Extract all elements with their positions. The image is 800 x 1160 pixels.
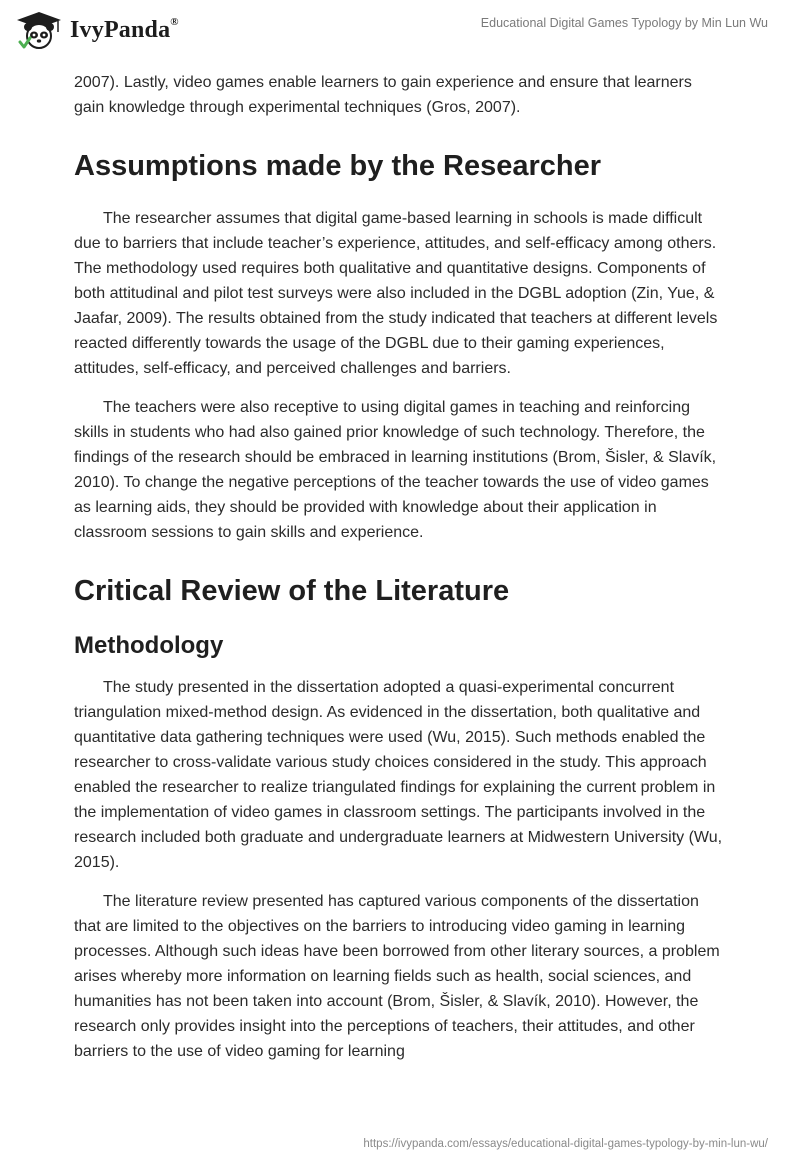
paragraph: The researcher assumes that digital game-based learning in schools is made difficult due to barriers that include teacher’s experience, attitudes, and self-efficacy among others. The methodology used requires both qualitative and quantitative designs. Components of both attitudinal and pilot test surveys were also included in the DGBL adoption (Zin, Yue, & Jaafar, 2009). The results obtained from the study indicated that teachers at different levels reacted differently towards the usage of the DGBL due to their gaming experiences, attitudes, self-efficacy, and perceived challenges and barriers.	[74, 210, 718, 377]
paragraph: The literature review presented has captured various components of the dissertation that are limited to the objectives on the barriers to introducing video gaming in learning processes. Although such ideas have been borrowed from other literary sources, a problem arises whereby more information on learning fields such as health, social sciences, and humanities has not been taken into account (Brom, Šisler, & Slavík, 2010). However, the research only provides insight into the perceptions of teachers, their attitudes, and other barriers to the use of video gaming for learning	[74, 893, 720, 1060]
page-header	[0, 0, 800, 70]
source-url[interactable]: https://ivypanda.com/essays/educational-digital-games-typology-by-min-lun-wu/	[363, 1138, 768, 1150]
paragraph: The study presented in the dissertation adopted a quasi-experimental concurrent triangulation mixed-method design. As evidenced in the dissertation, both qualitative and quantitative data gathering techniques were used (Wu, 2015). Such methods enabled the researcher to cross-validate various study choices considered in the study. This approach enabled the researcher to realize triangulated findings for explaining the current problem in the implementation of video games in classroom settings. The participants involved in the research included both graduate and undergraduate learners at Midwestern University (Wu, 2015).	[74, 679, 723, 871]
brand-name: IvyPanda®	[70, 15, 179, 43]
logo[interactable]	[14, 10, 179, 50]
intro-paragraph: 2007). Lastly, video games enable learners to gain experience and ensure that learners gain knowledge through experimental techniques (Gros, 2007).	[74, 74, 692, 116]
registered-mark: ®	[170, 15, 179, 28]
essay-body	[74, 70, 724, 1078]
paragraph: The teachers were also receptive to using digital games in teaching and reinforcing skills in students who had also gained prior knowledge of such technology. Therefore, the findings of the research should be embraced in learning institutions (Brom, Šisler, & Slavík, 2010). To change the negative perceptions of the teacher towards the use of video games as learning aids, they should be provided with knowledge about their application in classroom sessions to gain skills and experience.	[74, 399, 717, 541]
section-heading-assumptions: Assumptions made by the Researcher	[74, 150, 602, 182]
panda-graduate-icon	[14, 10, 64, 50]
document-title: Educational Digital Games Typology by Min Lun Wu	[480, 16, 768, 30]
section-heading-critical-review: Critical Review of the Literature	[74, 575, 510, 607]
subsection-heading-methodology: Methodology	[74, 632, 224, 659]
